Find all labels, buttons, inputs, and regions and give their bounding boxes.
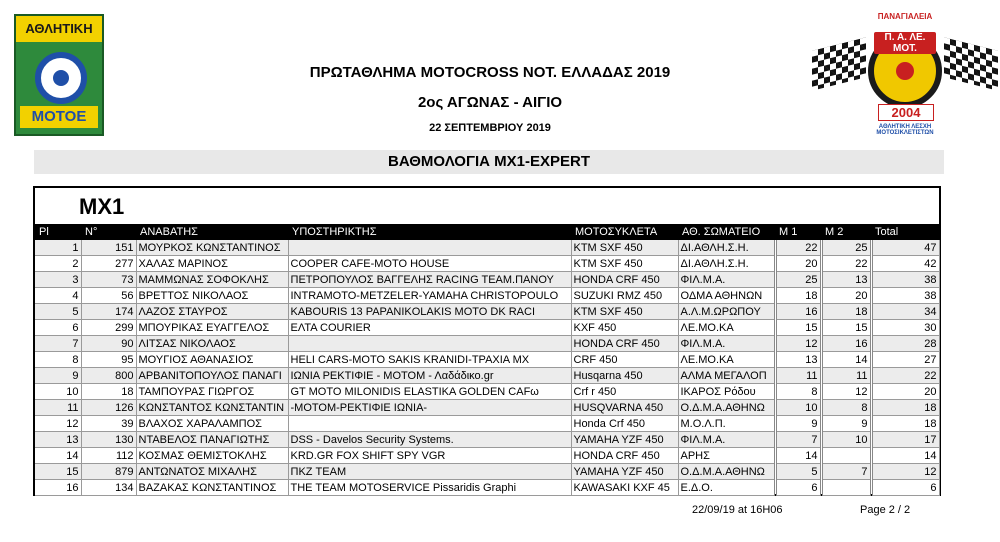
paalemot-logo [812,12,998,136]
cell-rider: ΧΑΛΑΣ ΜΑΡΙΝΟΣ [136,256,288,272]
cell-m2: 25 [821,240,871,256]
cell-m1: 11 [775,368,821,384]
cell-rider: ΜΑΜΜΩΝΑΣ ΣΟΦΟΚΛΗΣ [136,272,288,288]
cell-rider: ΒΡΕΤΤΟΣ ΝΙΚΟΛΑΟΣ [136,288,288,304]
cell-pl: 14 [35,448,81,464]
cell-no: 800 [81,368,136,384]
cell-bike: YAMAHA YZF 450 [571,464,678,480]
round-title: 2ος ΑΓΩΝΑΣ - ΑΙΓΙΟ [417,94,563,111]
cell-bike: HONDA CRF 450 [571,448,678,464]
cell-total: 18 [871,416,939,432]
cell-no: 112 [81,448,136,464]
cell-rider: ΛΑΖΟΣ ΣΤΑΥΡΟΣ [136,304,288,320]
cell-m1: 12 [775,336,821,352]
cell-m2: 22 [821,256,871,272]
cell-m1: 14 [775,448,821,464]
cell-total: 38 [871,288,939,304]
cell-m1: 22 [775,240,821,256]
cell-total: 38 [871,272,939,288]
cell-rider: ΤΑΜΠΟΥΡΑΣ ΓΙΩΡΓΟΣ [136,384,288,400]
cell-no: 130 [81,432,136,448]
cell-bike: YAMAHA YZF 450 [571,432,678,448]
cell-pl: 10 [35,384,81,400]
cell-m2: 9 [821,416,871,432]
cell-bike: HONDA CRF 450 [571,272,678,288]
logo-right-year: 2004 [878,104,934,121]
athletiki-motoe-logo [14,14,104,136]
logo-right-band-text: Π. Α. ΛΕ. ΜΟΤ. [874,32,936,54]
logo-right-top-text: ΠΑΝΑΓΙΑΛΕΙΑ [877,12,933,21]
cell-total: 30 [871,320,939,336]
table-row [35,272,939,288]
cell-sponsor: ΙΩΝΙΑ ΡΕΚΤΙΦΙΕ - ΜΟΤΟΜ - Λαδάδικο.gr [288,368,571,384]
column-header: ΥΠΟΣΤΗΡΙΚΤΗΣ [288,224,571,240]
cell-club: ΑΛΜΑ ΜΕΓΑΛΟΠ [678,368,775,384]
table-row [35,416,939,432]
table-row [35,256,939,272]
cell-club: ΛΕ.ΜΟ.ΚΑ [678,352,775,368]
cell-pl: 15 [35,464,81,480]
cell-sponsor: ΠΕΤΡΟΠΟΥΛΟΣ ΒΑΓΓΕΛΗΣ RACING TEAM.ΠΑΝΟΥ [288,272,571,288]
cell-pl: 4 [35,288,81,304]
cell-m1: 15 [775,320,821,336]
cell-total: 47 [871,240,939,256]
cell-rider: ΚΟΣΜΑΣ ΘΕΜΙΣΤΟΚΛΗΣ [136,448,288,464]
cell-rider: ΒΑΖΑΚΑΣ ΚΩΝΣΤΑΝΤΙΝΟΣ [136,480,288,496]
cell-m1: 9 [775,416,821,432]
cell-total: 20 [871,384,939,400]
cell-club: ΦΙΛ.Μ.Α. [678,272,775,288]
cell-m1: 13 [775,352,821,368]
cell-club: Ε.Δ.Ο. [678,480,775,496]
cell-rider: ΜΟΥΓΙΟΣ ΑΘΑΝΑΣΙΟΣ [136,352,288,368]
table-header-row [35,224,939,240]
championship-title: ΠΡΩΤΑΘΛΗΜΑ MOTOCROSS ΝΟΤ. ΕΛΛΑΔΑΣ 2019 [309,64,671,81]
cell-bike: Husqarna 450 [571,368,678,384]
cell-bike: Honda Crf 450 [571,416,678,432]
cell-m2: 8 [821,400,871,416]
cell-rider: ΜΠΟΥΡΙΚΑΣ ΕΥΑΓΓΕΛΟΣ [136,320,288,336]
cell-m2: 13 [821,272,871,288]
logo-emblem-icon [35,52,87,104]
cell-no: 56 [81,288,136,304]
page-number: Page 2 / 2 [860,504,911,516]
cell-no: 134 [81,480,136,496]
cell-club: ΔΙ.ΑΘΛΗ.Σ.Η. [678,256,775,272]
cell-bike: KXF 450 [571,320,678,336]
table-row [35,336,939,352]
cell-sponsor: KABOURIS 13 PAPANIKOLAKIS MOTO DK RACI [288,304,571,320]
column-header: ΜΟΤΟΣΥΚΛΕΤΑ [571,224,678,240]
cell-no: 126 [81,400,136,416]
cell-club: ΔΙ.ΑΘΛΗ.Σ.Η. [678,240,775,256]
table-row [35,448,939,464]
table-row [35,464,939,480]
event-date: 22 ΣΕΠΤΕΜΒΡΙΟΥ 2019 [429,122,551,134]
table-row [35,288,939,304]
cell-rider: ΒΛΑΧΟΣ ΧΑΡΑΛΑΜΠΟΣ [136,416,288,432]
cell-no: 18 [81,384,136,400]
cell-sponsor: -ΜΟΤΟΜ-ΡΕΚΤΙΦΙΕ ΙΩΝΙΑ- [288,400,571,416]
cell-pl: 3 [35,272,81,288]
cell-club: ΑΡΗΣ [678,448,775,464]
cell-no: 39 [81,416,136,432]
cell-bike: SUZUKI RMZ 450 [571,288,678,304]
column-header: M 1 [775,224,821,240]
column-header: ΑΝΑΒΑΤΗΣ [136,224,288,240]
cell-total: 27 [871,352,939,368]
cell-sponsor: ΕΛΤΑ COURIER [288,320,571,336]
cell-bike: KTM SXF 450 [571,240,678,256]
cell-club: Ο.Δ.Μ.Α.ΑΘΗΝΩ [678,464,775,480]
cell-total: 34 [871,304,939,320]
table-row [35,432,939,448]
cell-pl: 9 [35,368,81,384]
cell-m2: 12 [821,384,871,400]
cell-club: Α.Λ.Μ.ΩΡΩΠΟΥ [678,304,775,320]
cell-pl: 16 [35,480,81,496]
cell-sponsor: KRD.GR FOX SHIFT SPY VGR [288,448,571,464]
cell-no: 879 [81,464,136,480]
cell-rider: ΛΙΤΣΑΣ ΝΙΚΟΛΑΟΣ [136,336,288,352]
cell-no: 299 [81,320,136,336]
checkered-flag-left-icon [812,37,866,90]
cell-sponsor: INTRAMOTO-METZELER-YAMAHA CHRISTOPOULO [288,288,571,304]
table-row [35,240,939,256]
cell-total: 22 [871,368,939,384]
class-label: MX1 [79,194,125,219]
cell-pl: 6 [35,320,81,336]
cell-m1: 10 [775,400,821,416]
cell-total: 6 [871,480,939,496]
cell-m1: 25 [775,272,821,288]
table-row [35,320,939,336]
cell-rider: ΜΟΥΡΚΟΣ ΚΩΝΣΤΑΝΤΙΝΟΣ [136,240,288,256]
cell-club: ΟΔΜΑ ΑΘΗΝΩΝ [678,288,775,304]
table-row [35,384,939,400]
cell-no: 73 [81,272,136,288]
cell-m1: 7 [775,432,821,448]
table-row [35,352,939,368]
cell-sponsor [288,416,571,432]
cell-pl: 13 [35,432,81,448]
column-header: Pl [35,224,81,240]
cell-m1: 18 [775,288,821,304]
cell-rider: ΑΡΒΑΝΙΤΟΠΟΥΛΟΣ ΠΑΝΑΓΙ [136,368,288,384]
cell-m2: 11 [821,368,871,384]
cell-pl: 5 [35,304,81,320]
cell-rider: ΝΤΑΒΕΛΟΣ ΠΑΝΑΓΙΩΤΗΣ [136,432,288,448]
cell-m1: 16 [775,304,821,320]
table-row [35,400,939,416]
cell-bike: KTM SXF 450 [571,304,678,320]
cell-m2 [821,480,871,496]
cell-total: 28 [871,336,939,352]
cell-m2: 15 [821,320,871,336]
table-row [35,480,939,496]
cell-club: ΦΙΛ.Μ.Α. [678,336,775,352]
cell-sponsor: ΠΚΖ TEAM [288,464,571,480]
ranking-title: ΒΑΘΜΟΛΟΓΙΑ MX1-EXPERT [34,150,944,174]
cell-m1: 8 [775,384,821,400]
cell-total: 42 [871,256,939,272]
cell-club: ΛΕ.ΜΟ.ΚΑ [678,320,775,336]
cell-m2: 7 [821,464,871,480]
cell-sponsor: THE TEAM MOTOSERVICE Pissaridis Graphi [288,480,571,496]
cell-club: ΙΚΑΡΟΣ Ρόδου [678,384,775,400]
cell-club: Ο.Δ.Μ.Α.ΑΘΗΝΩ [678,400,775,416]
results-panel [33,186,941,496]
checkered-flag-right-icon [944,37,998,90]
table-body [35,240,939,496]
cell-m2: 16 [821,336,871,352]
cell-no: 151 [81,240,136,256]
cell-bike: HONDA CRF 450 [571,336,678,352]
cell-total: 18 [871,400,939,416]
cell-total: 14 [871,448,939,464]
print-timestamp: 22/09/19 at 16H06 [692,504,783,516]
cell-bike: CRF 450 [571,352,678,368]
logo-left-bottom-text: ΜΟΤΟΕ [20,106,98,128]
cell-pl: 1 [35,240,81,256]
cell-pl: 8 [35,352,81,368]
cell-m2 [821,448,871,464]
cell-pl: 2 [35,256,81,272]
cell-pl: 7 [35,336,81,352]
cell-rider: ΚΩΝΣΤΑΝΤΟΣ ΚΩΝΣΤΑΝΤΙΝ [136,400,288,416]
logo-right-subtitle: ΑΘΛΗΤΙΚΗ ΛΕΣΧΗ ΜΟΤΟΣΙΚΛΕΤΙΣΤΩΝ [876,124,934,136]
logo-left-top-text: ΑΘΛΗΤΙΚΗ [16,16,102,42]
table-row [35,304,939,320]
cell-club: Μ.Ο.Λ.Π. [678,416,775,432]
cell-club: ΦΙΛ.Μ.Α. [678,432,775,448]
cell-pl: 11 [35,400,81,416]
cell-sponsor: GT MOTO MILONIDIS ELASTIKA GOLDEN CAFω [288,384,571,400]
column-header: ΑΘ. ΣΩΜΑΤΕΙΟ [678,224,775,240]
cell-m2: 14 [821,352,871,368]
cell-sponsor [288,240,571,256]
cell-total: 17 [871,432,939,448]
cell-m2: 10 [821,432,871,448]
column-header: M 2 [821,224,871,240]
cell-bike: Crf r 450 [571,384,678,400]
cell-m2: 20 [821,288,871,304]
cell-no: 95 [81,352,136,368]
cell-rider: ΑΝΤΩΝΑΤΟΣ ΜΙΧΑΛΗΣ [136,464,288,480]
cell-m2: 18 [821,304,871,320]
cell-bike: KTM SXF 450 [571,256,678,272]
cell-m1: 5 [775,464,821,480]
table-row [35,368,939,384]
results-table [35,224,940,496]
cell-no: 90 [81,336,136,352]
cell-bike: HUSQVARNA 450 [571,400,678,416]
cell-sponsor: COOPER CAFE-MOTO HOUSE [288,256,571,272]
cell-no: 277 [81,256,136,272]
cell-total: 12 [871,464,939,480]
column-header: Total [871,224,939,240]
cell-sponsor: HELI CARS-MOTO SAKIS KRANIDI-ΤΡΑΧΙΑ MX [288,352,571,368]
cell-bike: KAWASAKI KXF 45 [571,480,678,496]
cell-sponsor: DSS - Davelos Security Systems. [288,432,571,448]
cell-sponsor [288,336,571,352]
cell-no: 174 [81,304,136,320]
cell-pl: 12 [35,416,81,432]
cell-m1: 6 [775,480,821,496]
column-header: N° [81,224,136,240]
cell-m1: 20 [775,256,821,272]
